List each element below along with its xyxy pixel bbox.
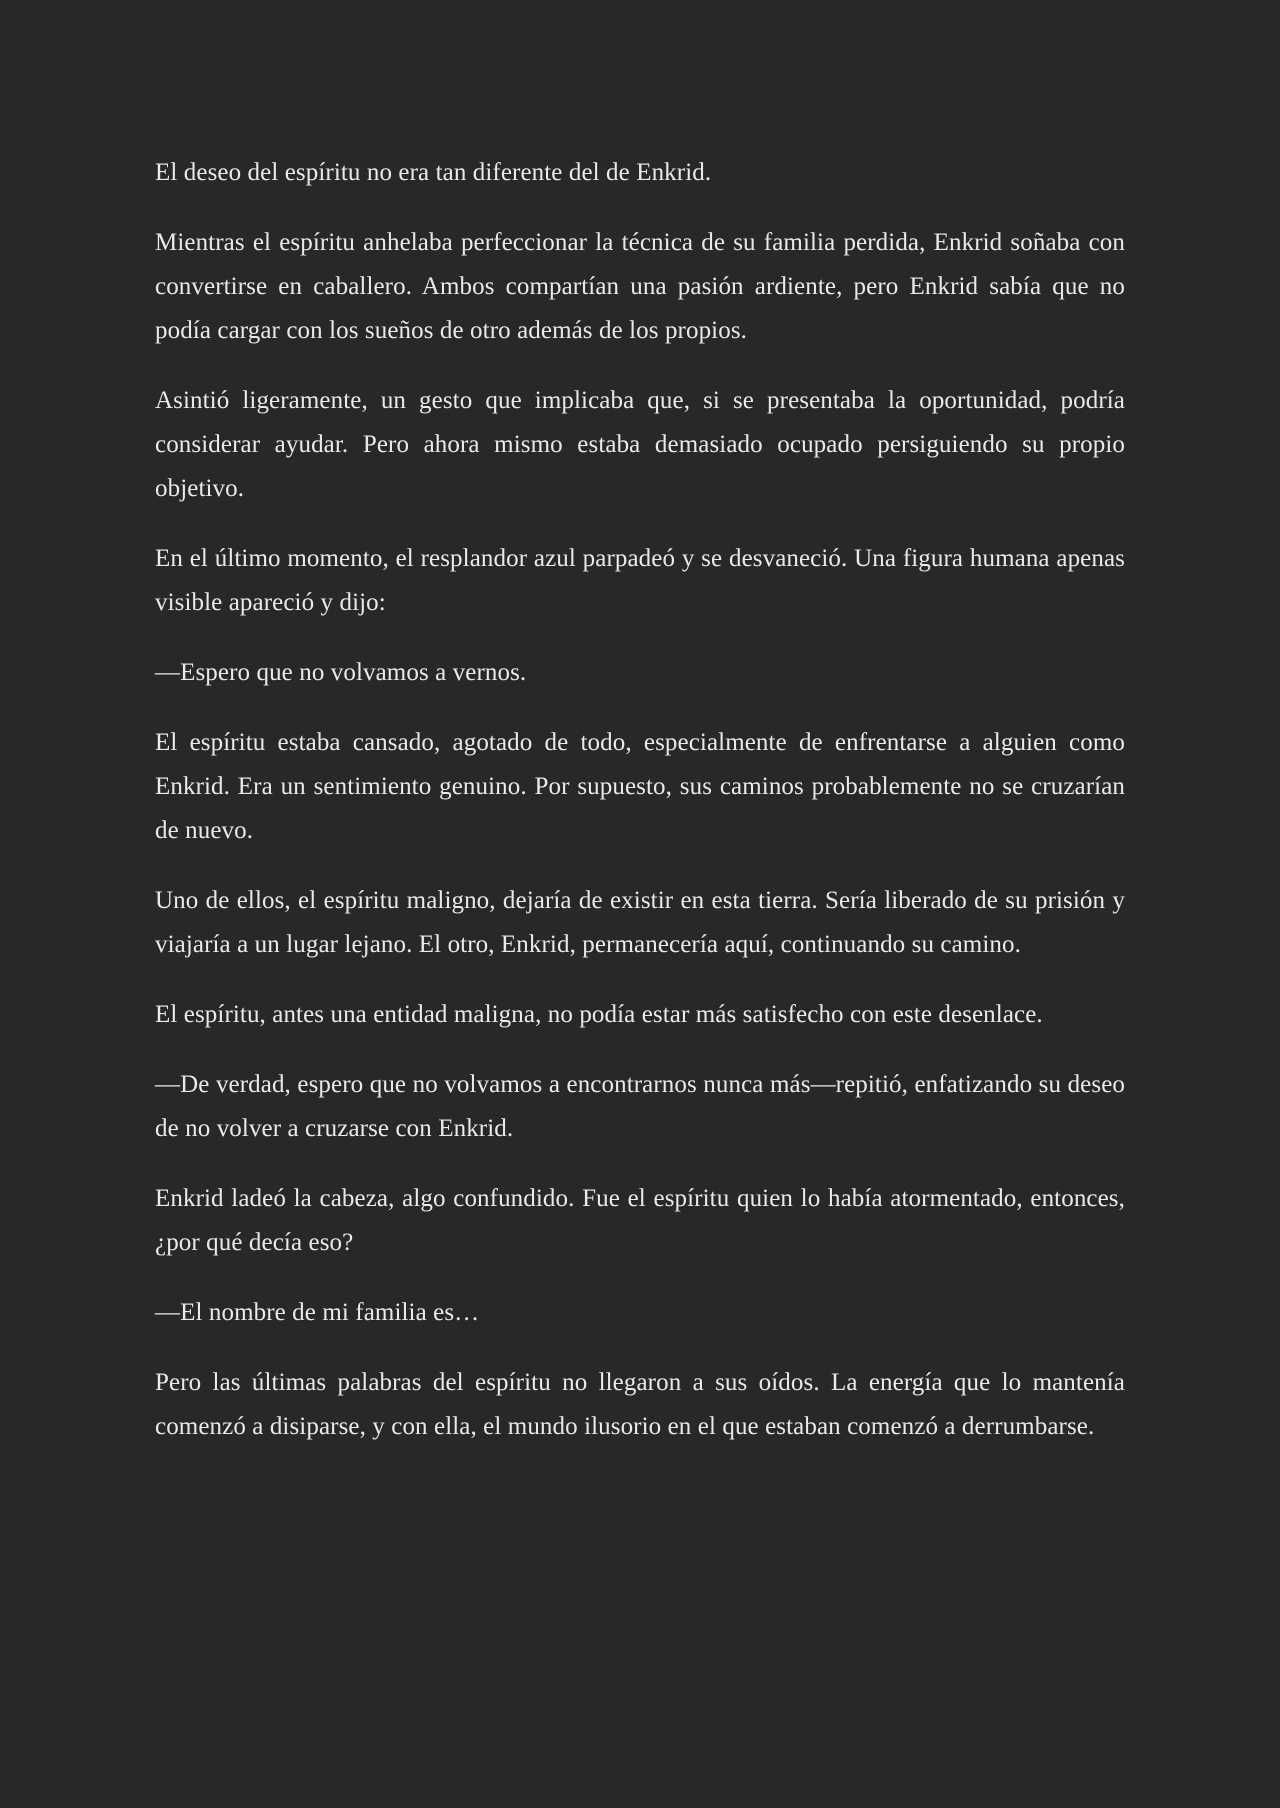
paragraph: Pero las últimas palabras del espíritu no llegaron a sus oídos. La energía que lo mantenía comenzó a disiparse, y con ella, el mundo ilusorio en el que estaban comenzó a derrumbarse. [155,1369,1125,1440]
dialogue-line: —El nombre de mi familia es… [155,1299,480,1326]
paragraph: Uno de ellos, el espíritu maligno, dejaría de existir en esta tierra. Sería liberado de su prisión y viajaría a un lugar lejano. El otro, Enkrid, permanecería aquí, continuando su camino. [155,887,1125,958]
dialogue-line: —De verdad, espero que no volvamos a encontrarnos nunca más—repitió, enfatizando su deseo de no volver a cruzarse con Enkrid. [155,1071,1125,1142]
paragraph: Enkrid ladeó la cabeza, algo confundido. Fue el espíritu quien lo había atormentado, entonces, ¿por qué decía eso? [155,1185,1125,1256]
paragraph: El deseo del espíritu no era tan diferente del de Enkrid. [155,159,712,186]
paragraph: Mientras el espíritu anhelaba perfeccionar la técnica de su familia perdida, Enkrid soñaba con convertirse en caballero. Ambos compartían una pasión ardiente, pero Enkrid sabía que no podía cargar con los sueños de otro además de los propios. [155,229,1125,344]
paragraph: El espíritu, antes una entidad maligna, no podía estar más satisfecho con este desenlace. [155,1001,1043,1028]
paragraph: En el último momento, el resplandor azul parpadeó y se desvaneció. Una figura humana apenas visible apareció y dijo: [155,545,1125,616]
paragraph: El espíritu estaba cansado, agotado de todo, especialmente de enfrentarse a alguien como Enkrid. Era un sentimiento genuino. Por supuesto, sus caminos probablemente no se cruzarían de nuevo. [155,729,1125,844]
paragraph: Asintió ligeramente, un gesto que implicaba que, si se presentaba la oportunidad, podría considerar ayudar. Pero ahora mismo estaba demasiado ocupado persiguiendo su propio objetivo. [155,387,1125,502]
dialogue-line: —Espero que no volvamos a vernos. [155,659,527,686]
chapter-text [155,151,1125,1449]
